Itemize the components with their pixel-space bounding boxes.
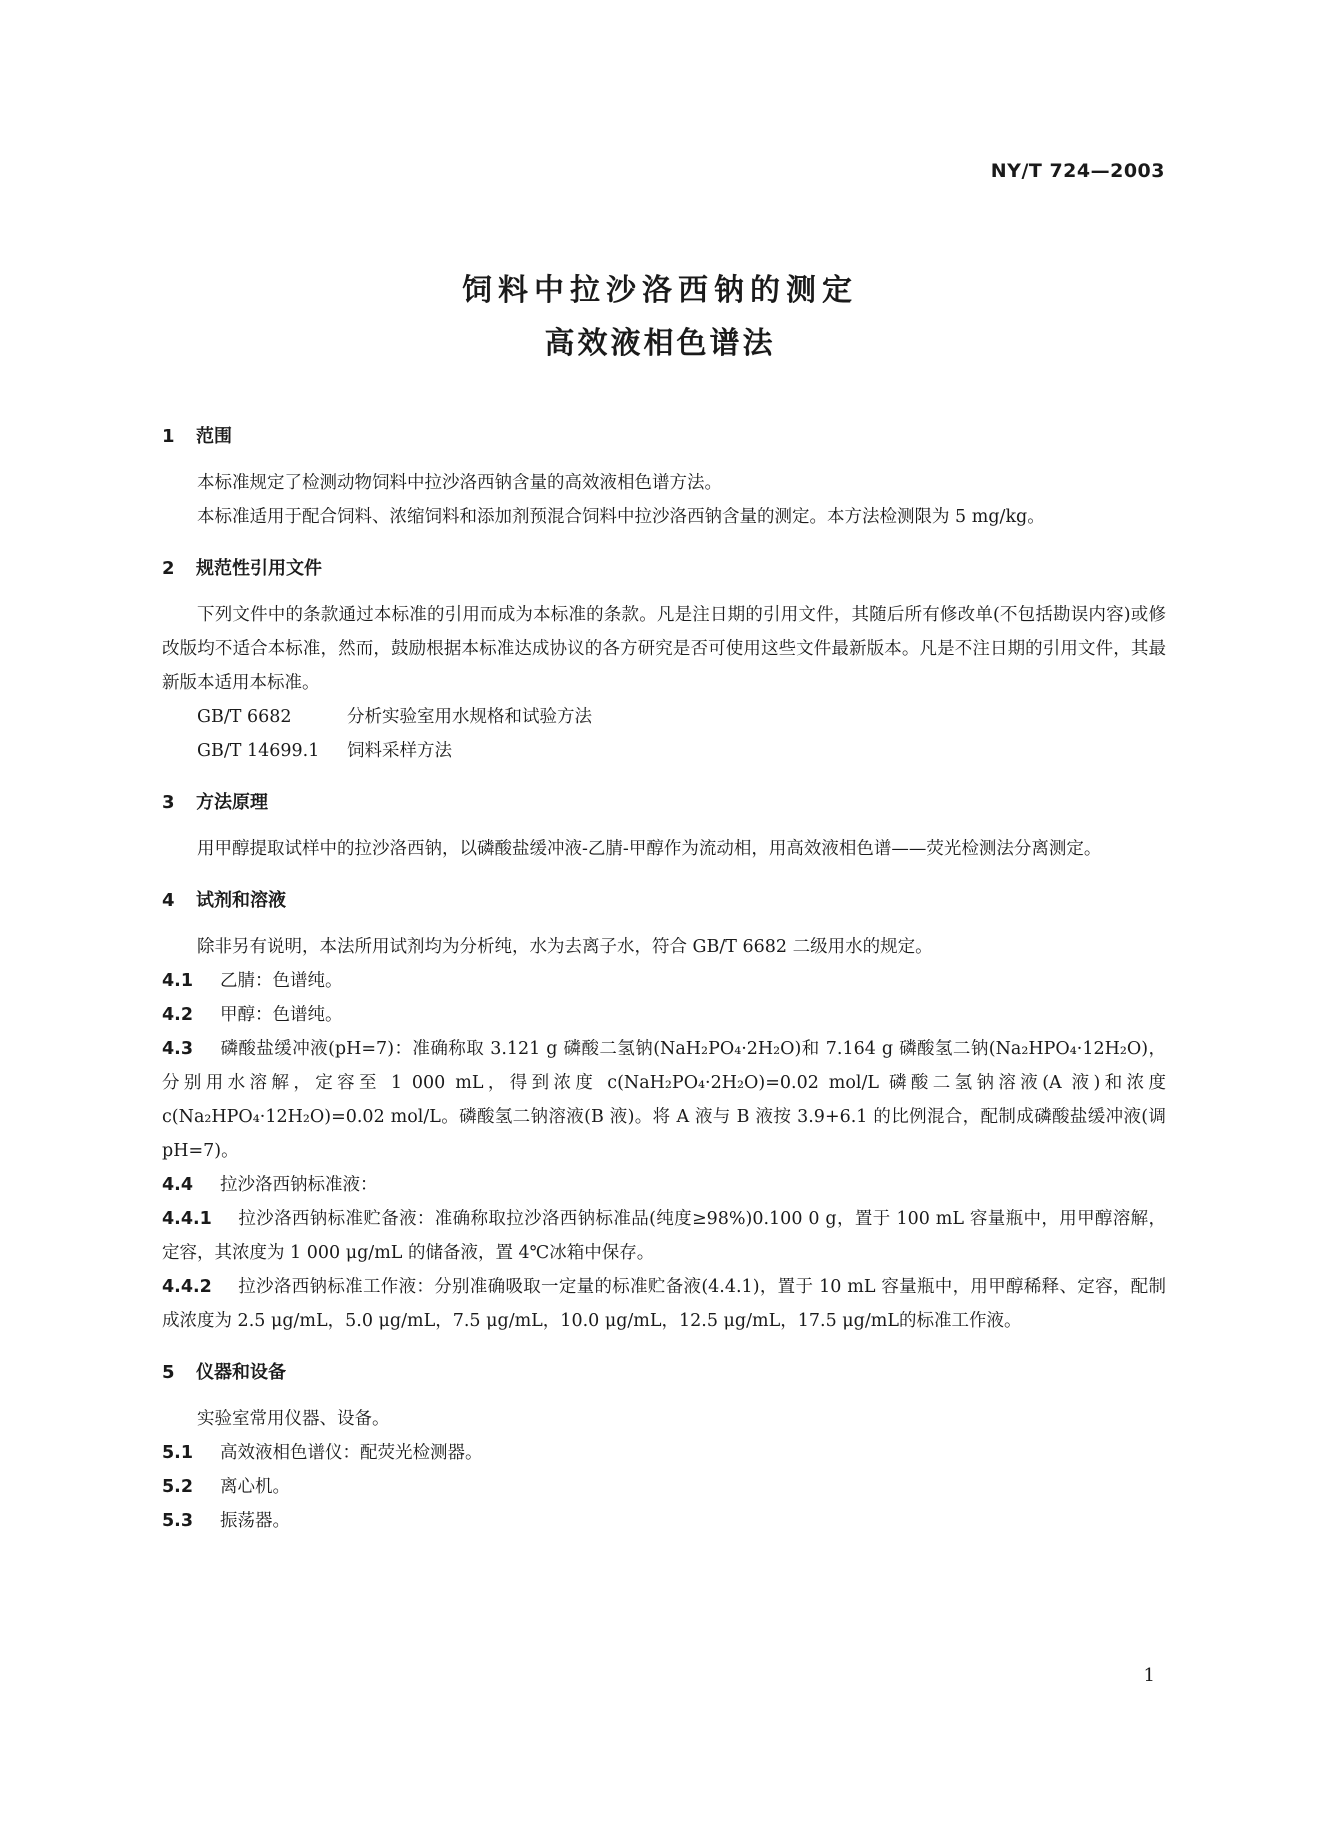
document-title: 饲料中拉沙洛西钠的测定	[462, 273, 858, 308]
section-number: 4	[162, 890, 175, 911]
paragraph: 下列文件中的条款通过本标准的引用而成为本标准的条款。凡是注日期的引用文件，其随后所有修改单(不包括勘误内容)或修改版均不适合本标准，然而，鼓励根据本标准达成协议的各方研究是否可使用这些文件最新版本。凡是不注日期的引用文件，其最新版本适用本标准。	[162, 605, 1166, 693]
clause-item	[162, 1032, 1166, 1168]
paragraph: 本标准规定了检测动物饲料中拉沙洛西钠含量的高效液相色谱方法。	[197, 473, 722, 493]
section-heading-scope	[162, 422, 1166, 452]
clause-text: 乙腈：色谱纯。	[220, 971, 343, 991]
section-title: 规范性引用文件	[196, 558, 322, 579]
paragraph: 用甲醇提取试样中的拉沙洛西钠，以磷酸盐缓冲液-乙腈-甲醇作为流动相，用高效液相色谱——荧光检测法分离测定。	[197, 839, 1102, 859]
clause-item	[162, 1504, 1166, 1538]
document-body	[162, 422, 1166, 1538]
reference-item	[162, 734, 1166, 768]
standard-code: NY/T 724—2003	[990, 160, 1165, 182]
paragraph: 除非另有说明，本法所用试剂均为分析纯，水为去离子水，符合 GB/T 6682 二级用水的规定。	[197, 937, 933, 957]
clause-item	[162, 1202, 1166, 1270]
section-number: 1	[162, 426, 175, 447]
clause-item	[162, 964, 1166, 998]
clause-number: 4.4	[162, 1175, 194, 1195]
clause-number: 4.2	[162, 1005, 194, 1025]
clause-number: 4.3	[162, 1039, 194, 1059]
clause-text: 拉沙洛西钠标准工作液：分别准确吸取一定量的标准贮备液(4.4.1)，置于 10 mL 容量瓶中，用甲醇稀释、定容，配制成浓度为 2.5 μg/mL，5.0 μg/mL，7.5 μg/mL，10.0 μg/mL，12.5 μg/mL，17.5 μg/mL的标准工作液。	[162, 1277, 1166, 1331]
clause-text: 高效液相色谱仪：配荧光检测器。	[220, 1443, 483, 1463]
clause-text: 甲醇：色谱纯。	[220, 1005, 343, 1025]
page-number: 1	[1143, 1665, 1155, 1686]
reference-code: GB/T 14699.1	[197, 741, 320, 761]
section-title: 范围	[196, 426, 232, 447]
clause-number: 5.1	[162, 1443, 194, 1463]
clause-number: 4.4.1	[162, 1209, 212, 1229]
section-number: 2	[162, 558, 175, 579]
section-number: 5	[162, 1362, 175, 1383]
reference-code: GB/T 6682	[197, 707, 292, 727]
clause-number: 4.4.2	[162, 1277, 212, 1297]
clause-item	[162, 1436, 1166, 1470]
clause-text: 拉沙洛西钠标准液：	[220, 1175, 378, 1195]
clause-text: 振荡器。	[220, 1511, 290, 1531]
section-heading-normative-references	[162, 554, 1166, 584]
clause-item	[162, 998, 1166, 1032]
clause-item	[162, 1168, 1166, 1202]
clause-text: 磷酸盐缓冲液(pH=7)：准确称取 3.121 g 磷酸二氢钠(NaH₂PO₄·2H₂O)和 7.164 g 磷酸氢二钠(Na₂HPO₄·12H₂O)，分别用水溶解，定容至 1 000 mL，得到浓度 c(NaH₂PO₄·2H₂O)=0.02 mol/L 磷酸二氢钠溶液(A 液)和浓度 c(Na₂HPO₄·12H₂O)=0.02 mol/L。磷酸氢二钠溶液(B 液)。将 A 液与 B 液按 3.9+6.1 的比例混合，配制成磷酸盐缓冲液(调 pH=7)。	[162, 1039, 1166, 1161]
clause-item	[162, 1270, 1166, 1338]
reference-name: 分析实验室用水规格和试验方法	[347, 707, 592, 727]
clause-text: 拉沙洛西钠标准贮备液：准确称取拉沙洛西钠标准品(纯度≥98%)0.100 0 g，置于 100 mL 容量瓶中，用甲醇溶解，定容，其浓度为 1 000 μg/mL 的储备液，置 4℃冰箱中保存。	[162, 1209, 1166, 1263]
section-heading-reagents	[162, 886, 1166, 916]
clause-number: 4.1	[162, 971, 194, 991]
clause-text: 离心机。	[220, 1477, 290, 1497]
clause-number: 5.3	[162, 1511, 194, 1531]
reference-item	[162, 700, 1166, 734]
clause-item	[162, 1470, 1166, 1504]
section-number: 3	[162, 792, 175, 813]
section-title: 方法原理	[196, 792, 268, 813]
clause-number: 5.2	[162, 1477, 194, 1497]
document-subtitle: 高效液相色谱法	[544, 326, 776, 361]
section-heading-apparatus	[162, 1358, 1166, 1388]
section-title: 试剂和溶液	[196, 890, 286, 911]
reference-name: 饲料采样方法	[347, 741, 452, 761]
paragraph: 实验室常用仪器、设备。	[197, 1409, 390, 1429]
section-title: 仪器和设备	[196, 1362, 286, 1383]
section-heading-principle	[162, 788, 1166, 818]
paragraph: 本标准适用于配合饲料、浓缩饲料和添加剂预混合饲料中拉沙洛西钠含量的测定。本方法检测限为 5 mg/kg。	[197, 507, 1045, 527]
